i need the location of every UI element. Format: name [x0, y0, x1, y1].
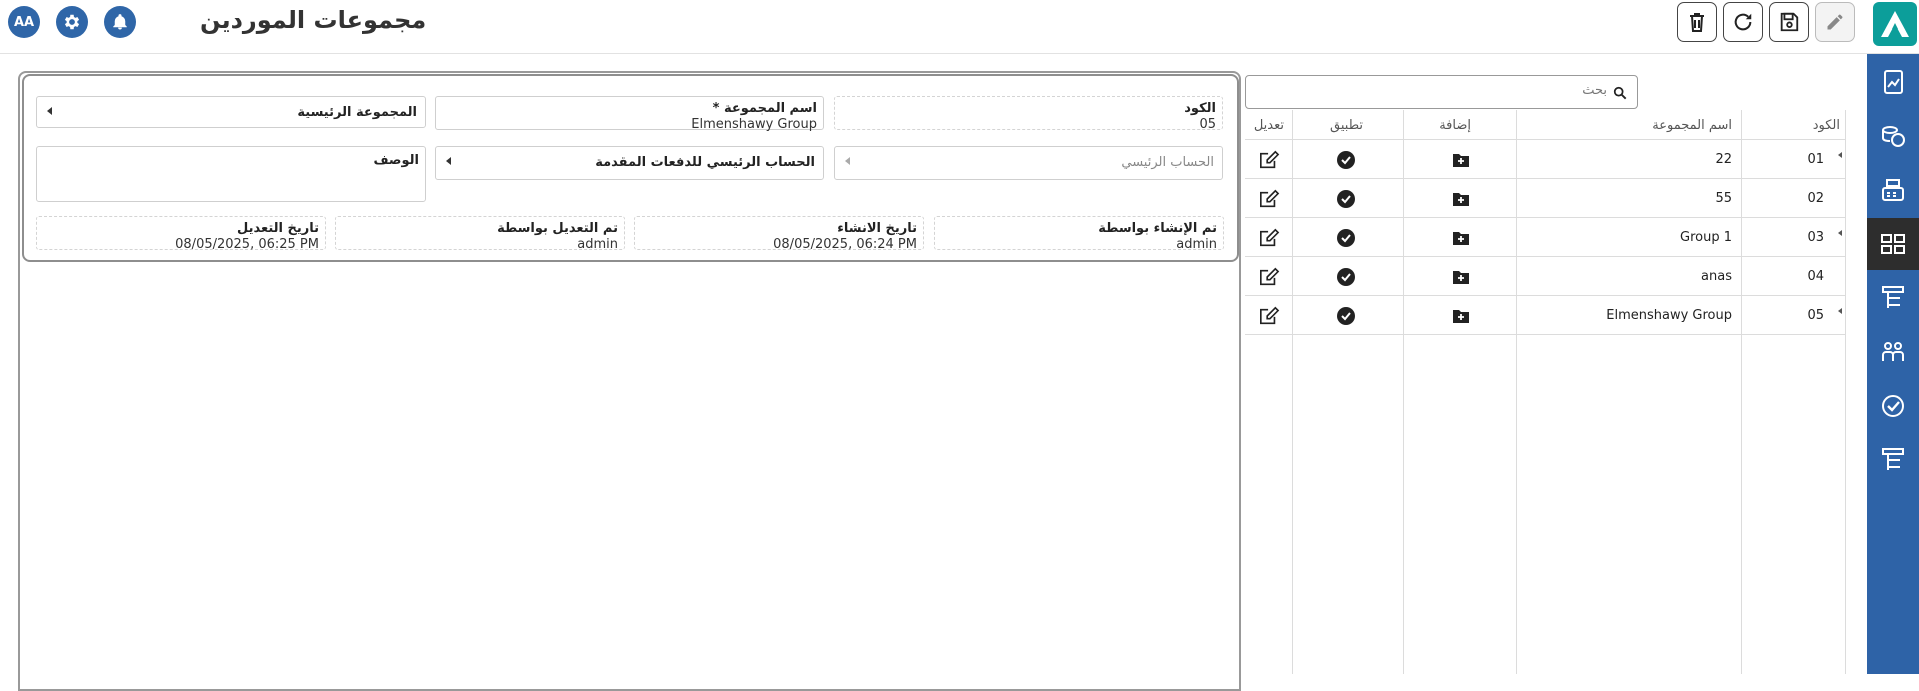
add-folder-icon[interactable]	[1452, 296, 1470, 335]
created-date-field	[634, 216, 924, 250]
cell-code: 02	[1807, 191, 1824, 206]
apply-check-icon[interactable]	[1336, 179, 1356, 218]
sidebar-item-finance[interactable]	[1867, 110, 1919, 162]
description-field[interactable]	[36, 146, 426, 202]
team-icon	[1878, 337, 1908, 367]
group-form	[22, 74, 1239, 262]
edit-icon[interactable]	[1258, 296, 1280, 335]
group-name-field[interactable]	[435, 96, 824, 130]
sidebar-item-pos[interactable]	[1867, 164, 1919, 216]
edit-button[interactable]	[1815, 2, 1855, 42]
apply-check-icon[interactable]	[1336, 218, 1356, 257]
created-by-value: admin	[1176, 237, 1217, 252]
modified-date-value: 08/05/2025, 06:25 PM	[175, 237, 319, 252]
hierarchy-icon	[1878, 445, 1908, 475]
search-box	[1245, 75, 1638, 109]
groups-table	[1245, 110, 1846, 674]
main-group-label: المجموعة الرئيسية	[297, 105, 417, 120]
cell-name: anas	[1701, 269, 1732, 284]
save-icon	[1778, 11, 1800, 33]
logo-icon	[1879, 9, 1911, 39]
report-icon	[1878, 67, 1908, 97]
table-header	[1245, 110, 1846, 140]
apply-check-icon[interactable]	[1336, 296, 1356, 335]
modified-date-label: تاريخ التعديل	[237, 221, 319, 236]
hierarchy-icon	[1878, 283, 1908, 313]
advance-account-label: الحساب الرئيسي للدفعات المقدمة	[595, 155, 815, 170]
user-actions	[8, 6, 136, 38]
main-group-select[interactable]	[36, 96, 426, 128]
search-icon[interactable]	[1613, 85, 1627, 104]
cell-name: 55	[1715, 191, 1732, 206]
modified-date-field	[36, 216, 326, 250]
cell-name: Group 1	[1680, 230, 1732, 245]
add-folder-icon[interactable]	[1452, 257, 1470, 296]
cell-code: 04	[1807, 269, 1824, 284]
apply-check-icon[interactable]	[1336, 140, 1356, 179]
expand-caret-icon[interactable]	[1838, 230, 1842, 236]
cash-register-icon	[1878, 175, 1908, 205]
edit-icon[interactable]	[1258, 140, 1280, 179]
edit-icon[interactable]	[1258, 257, 1280, 296]
top-bar	[0, 0, 1919, 54]
created-date-value: 08/05/2025, 06:24 PM	[773, 237, 917, 252]
code-field[interactable]	[834, 96, 1223, 130]
page-title: مجموعات الموردين	[200, 6, 427, 34]
trash-icon	[1687, 11, 1707, 33]
modified-by-field	[335, 216, 625, 250]
cell-name: Elmenshawy Group	[1606, 308, 1732, 323]
cell-code: 01	[1807, 152, 1824, 167]
cell-code: 05	[1807, 308, 1824, 323]
created-by-label: تم الإنشاء بواسطة	[1098, 221, 1217, 236]
created-by-field	[934, 216, 1224, 250]
created-date-label: تاريخ الانشاء	[837, 221, 917, 236]
add-folder-icon[interactable]	[1452, 218, 1470, 257]
column-header-edit: تعديل	[1253, 117, 1284, 133]
app-logo[interactable]	[1873, 2, 1917, 46]
settings-gear-icon[interactable]	[56, 6, 88, 38]
coins-icon	[1878, 121, 1908, 151]
table-row[interactable]	[1245, 257, 1846, 296]
save-button[interactable]	[1769, 2, 1809, 42]
caret-left-icon	[845, 157, 850, 165]
main-account-placeholder: الحساب الرئيسي	[1121, 155, 1214, 170]
table-row[interactable]	[1245, 218, 1846, 257]
sidebar-item-structure[interactable]	[1867, 272, 1919, 324]
delete-button[interactable]	[1677, 2, 1717, 42]
code-value: 05	[1199, 117, 1216, 132]
toolbar	[1677, 2, 1855, 42]
sidebar-item-supplier-groups[interactable]	[1867, 218, 1919, 270]
column-header-name[interactable]: اسم المجموعة	[1652, 117, 1732, 133]
cell-name: 22	[1715, 152, 1732, 167]
sidebar-item-structure-2[interactable]	[1867, 434, 1919, 486]
expand-caret-icon[interactable]	[1838, 152, 1842, 158]
refresh-button[interactable]	[1723, 2, 1763, 42]
code-label: الكود	[1184, 101, 1216, 116]
cell-code: 03	[1807, 230, 1824, 245]
user-avatar[interactable]: AA	[8, 6, 40, 38]
table-row[interactable]	[1245, 140, 1846, 179]
table-row[interactable]	[1245, 296, 1846, 335]
sidebar-item-team[interactable]	[1867, 326, 1919, 378]
add-folder-icon[interactable]	[1452, 140, 1470, 179]
refresh-icon	[1732, 11, 1754, 33]
description-label: الوصف	[373, 153, 419, 168]
modified-by-value: admin	[577, 237, 618, 252]
modified-by-label: تم التعديل بواسطة	[497, 221, 618, 236]
pencil-icon	[1825, 12, 1845, 32]
caret-left-icon	[446, 157, 451, 165]
sidebar-item-approvals[interactable]	[1867, 380, 1919, 432]
badge-check-icon	[1878, 391, 1908, 421]
search-input[interactable]	[1267, 83, 1607, 98]
groups-icon	[1878, 229, 1908, 259]
column-header-code[interactable]: الكود	[1812, 117, 1840, 133]
notifications-bell-icon[interactable]	[104, 6, 136, 38]
advance-account-select[interactable]	[435, 146, 824, 180]
apply-check-icon[interactable]	[1336, 257, 1356, 296]
expand-caret-icon[interactable]	[1838, 308, 1842, 314]
table-row[interactable]	[1245, 179, 1846, 218]
edit-icon[interactable]	[1258, 179, 1280, 218]
column-header-apply: تطبيق	[1330, 117, 1363, 133]
main-account-select[interactable]	[834, 146, 1223, 180]
edit-icon[interactable]	[1258, 218, 1280, 257]
sidebar-item-reports[interactable]	[1867, 56, 1919, 108]
group-name-label: اسم المجموعة *	[712, 101, 817, 116]
column-header-add: إضافة	[1439, 117, 1471, 133]
sidebar	[1867, 54, 1919, 674]
group-name-value: Elmenshawy Group	[691, 117, 817, 132]
add-folder-icon[interactable]	[1452, 179, 1470, 218]
caret-left-icon	[47, 107, 52, 115]
